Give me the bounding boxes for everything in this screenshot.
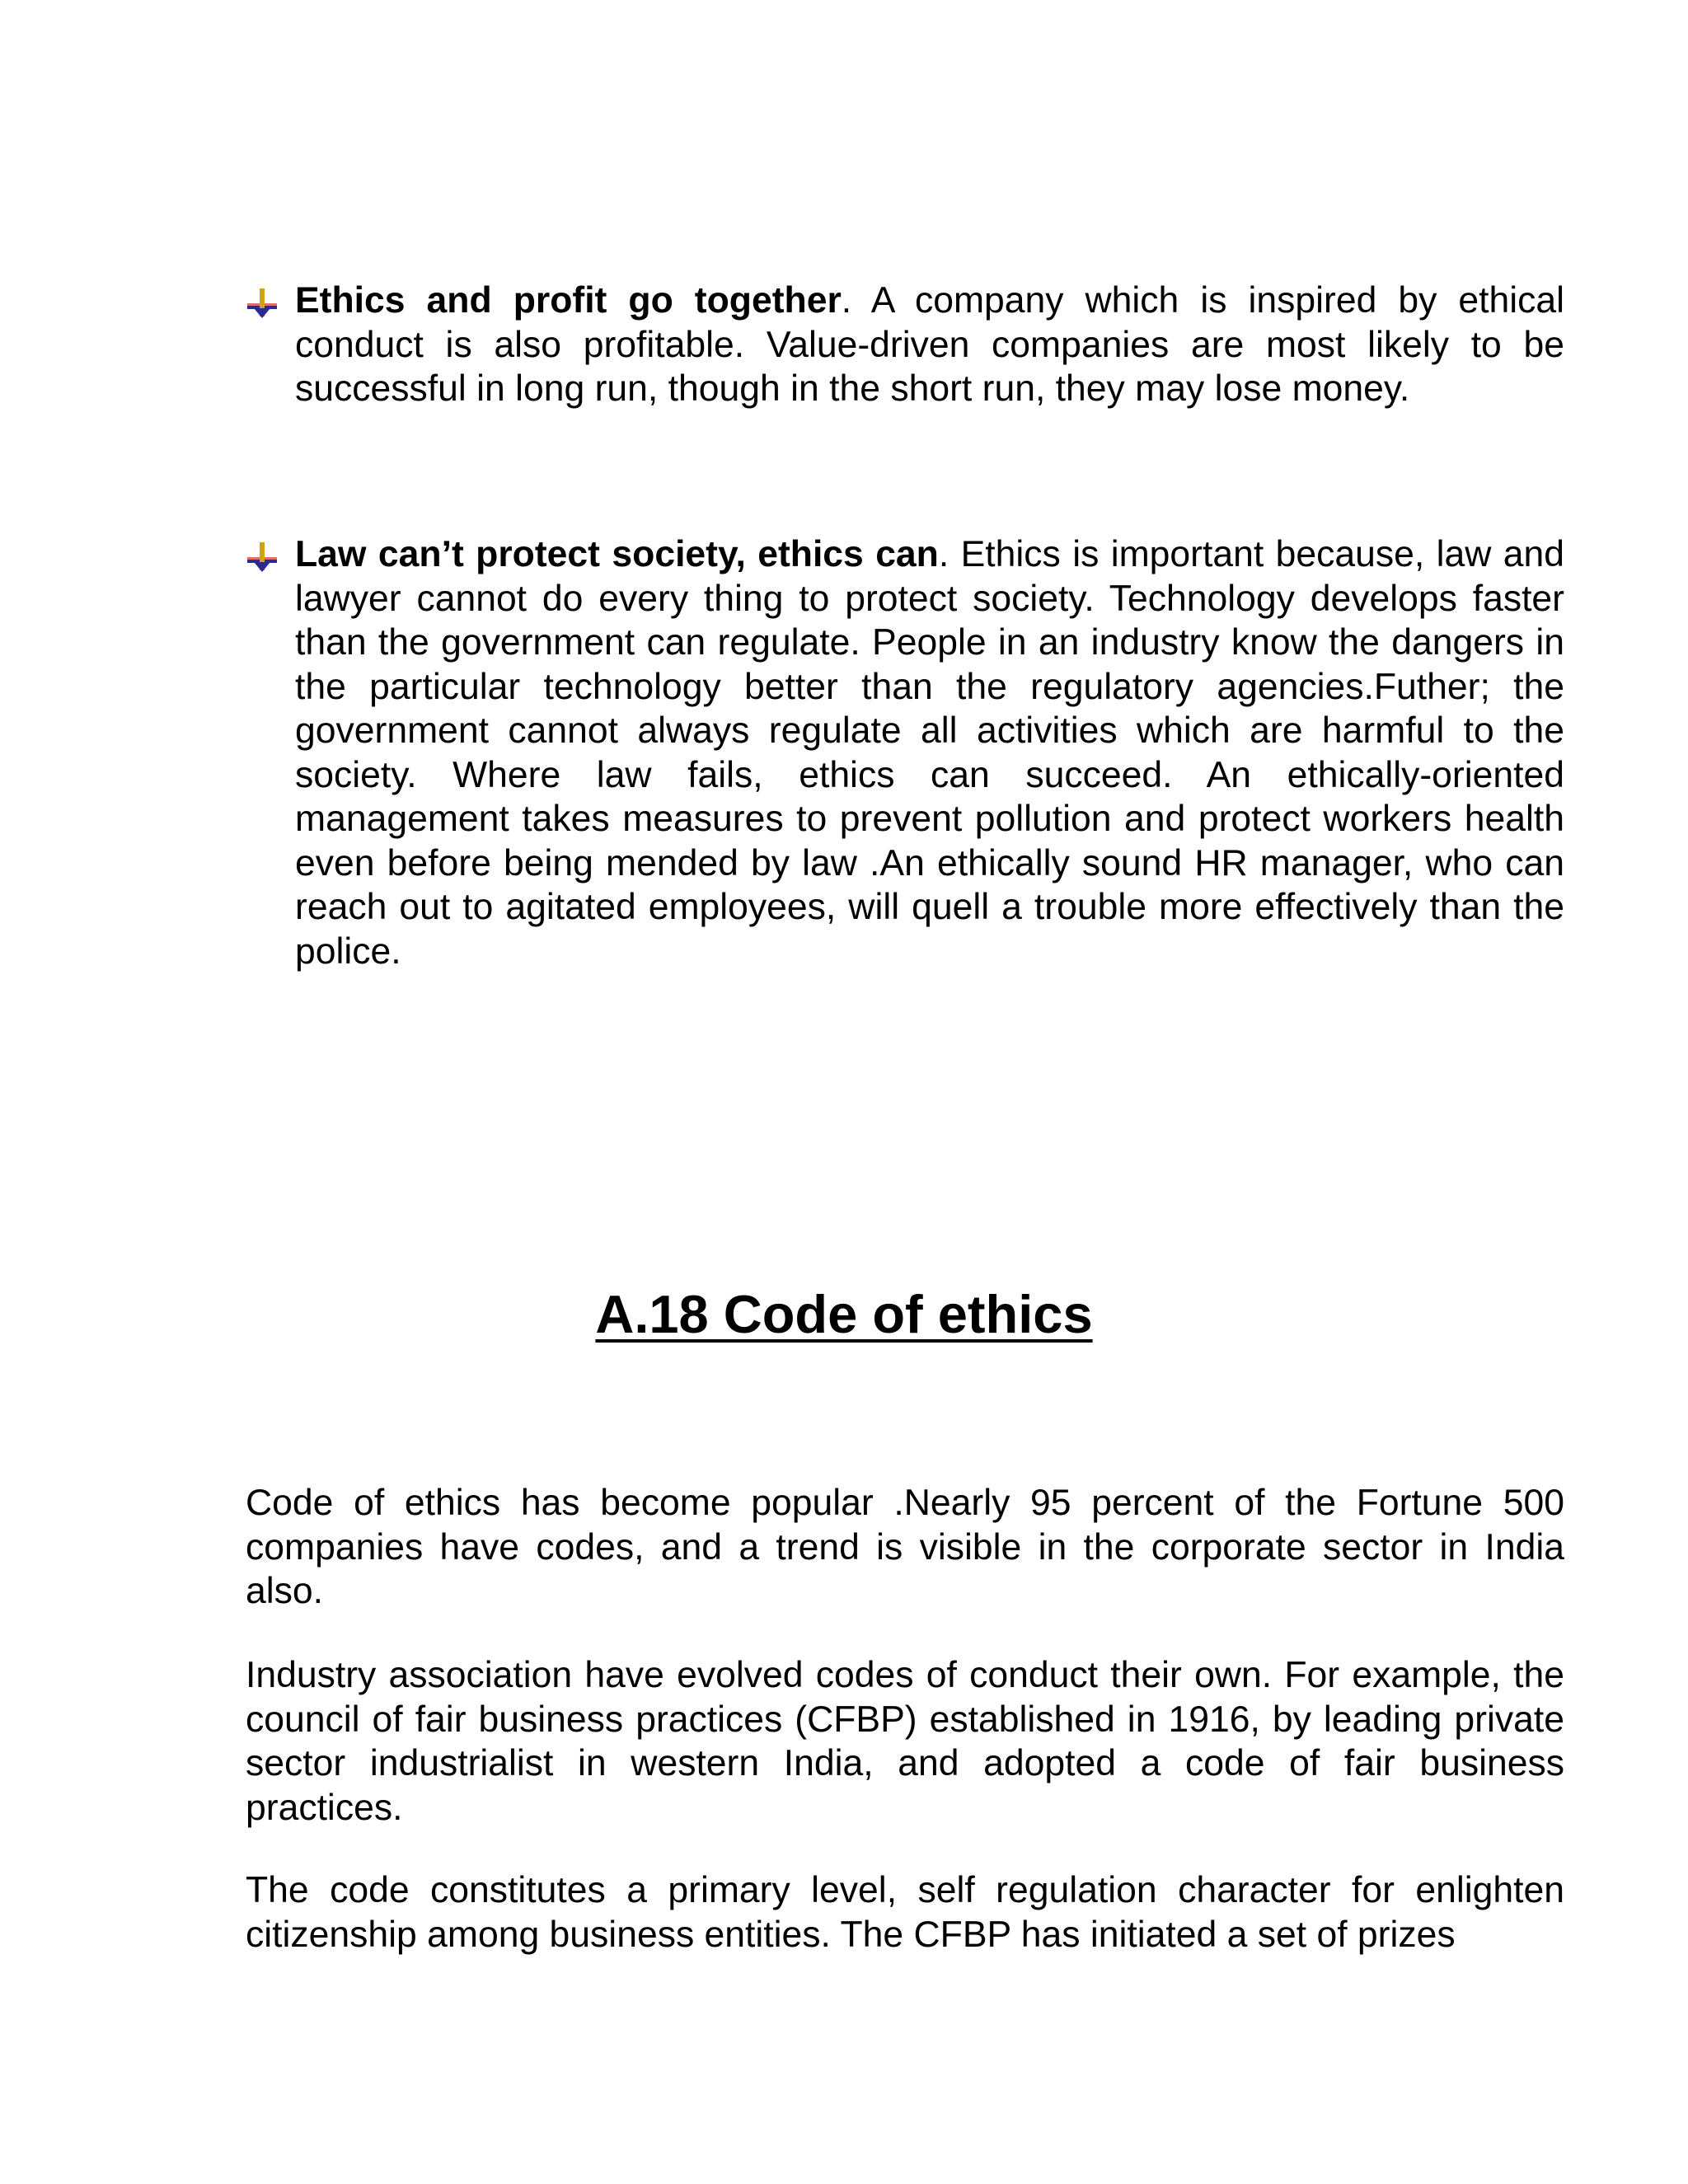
section-heading: A.18 Code of ethics [595, 1284, 1093, 1344]
bullet-text [295, 279, 1564, 411]
bullet-item-ethics-profit [246, 279, 1564, 411]
bullet-item-law-society [246, 532, 1564, 973]
paragraph: Industry association have evolved codes of conduct their own. For example, the council of fair business practices (CFBP) established in 1916, by leading private sector industrialist in western India, and adopted a code of fair business practices. [246, 1655, 1564, 1828]
bullet-text [295, 532, 1564, 973]
bullet-body: . Ethics is important because, law and lawyer cannot do every thing to protect society. Technology develops faster than the government can regulate. People in an industry know the dangers in the particular technology better than the regulatory agencies.Futher; the government cannot always regulate all activities which are harmful to the society. Where law fails, ethics can succeed. An ethically-oriented management takes measures to prevent pollution and protect workers health even before being mended by law .An ethically sound HR manager, who can reach out to agitated employees, will quell a trouble more effectively than the police. [295, 534, 1564, 972]
arrow-down-plus-bullet-icon [246, 541, 279, 574]
bullet-body: . A company which is inspired by ethical conduct is also profitable. Value-driven companies are most likely to be successful in long run, though in the short run, they may lose money. [295, 280, 1564, 409]
bullet-lead: Law can’t protect society, ethics can [295, 534, 939, 574]
paragraph: Code of ethics has become popular .Nearly 95 percent of the Fortune 500 companies have codes, and a trend is visible in the corporate sector in India also. [246, 1483, 1564, 1611]
paragraph: The code constitutes a primary level, self regulation character for enlighten citizenship among business entities. The CFBP has initiated a set of prizes [246, 1870, 1564, 1955]
bullet-lead: Ethics and profit go together [295, 280, 842, 321]
arrow-down-plus-bullet-icon [246, 287, 279, 320]
